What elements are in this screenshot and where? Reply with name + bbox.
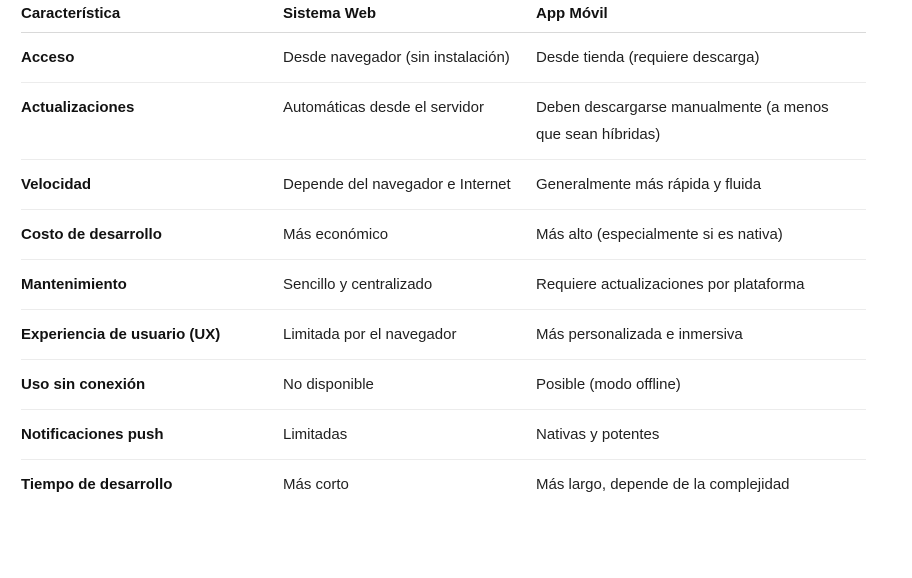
mobile-cell: Más personalizada e inmersiva: [536, 310, 866, 360]
table-row: [21, 360, 866, 410]
table-row: [21, 260, 866, 310]
feature-cell: Experiencia de usuario (UX): [21, 310, 283, 360]
mobile-cell: Nativas y potentes: [536, 410, 866, 460]
mobile-cell: Requiere actualizaciones por plataforma: [536, 260, 866, 310]
mobile-cell: Deben descargarse manualmente (a menos que sean híbridas): [536, 83, 866, 160]
feature-cell: Uso sin conexión: [21, 360, 283, 410]
web-cell: No disponible: [283, 360, 536, 410]
table-row: [21, 410, 866, 460]
table-header-row: [21, 0, 866, 33]
table-row: [21, 160, 866, 210]
web-cell: Desde navegador (sin instalación): [283, 33, 536, 83]
web-cell: Sencillo y centralizado: [283, 260, 536, 310]
feature-cell: Velocidad: [21, 160, 283, 210]
comparison-table-container: [21, 0, 866, 509]
mobile-cell: Más alto (especialmente si es nativa): [536, 210, 866, 260]
table-row: [21, 33, 866, 83]
table-row: [21, 310, 866, 360]
mobile-cell: Generalmente más rápida y fluida: [536, 160, 866, 210]
mobile-cell: Más largo, depende de la complejidad: [536, 476, 790, 493]
feature-cell: Tiempo de desarrollo: [21, 476, 173, 493]
comparison-table: [21, 0, 866, 509]
web-cell: Más corto: [283, 476, 349, 493]
feature-cell: Acceso: [21, 33, 283, 83]
table-row: [21, 83, 866, 160]
feature-cell: Actualizaciones: [21, 83, 283, 160]
table-row: [21, 460, 866, 510]
header-mobile-app: App Móvil: [536, 0, 866, 33]
header-feature: Característica: [21, 0, 283, 33]
feature-cell: Mantenimiento: [21, 260, 283, 310]
mobile-cell: Posible (modo offline): [536, 360, 866, 410]
web-cell: Depende del navegador e Internet: [283, 160, 536, 210]
web-cell: Limitadas: [283, 410, 536, 460]
mobile-cell: Desde tienda (requiere descarga): [536, 33, 866, 83]
web-cell: Más económico: [283, 210, 536, 260]
feature-cell: Costo de desarrollo: [21, 210, 283, 260]
web-cell: Automáticas desde el servidor: [283, 83, 536, 160]
table-row: [21, 210, 866, 260]
web-cell: Limitada por el navegador: [283, 310, 536, 360]
header-web-system: Sistema Web: [283, 0, 536, 33]
feature-cell: Notificaciones push: [21, 410, 283, 460]
